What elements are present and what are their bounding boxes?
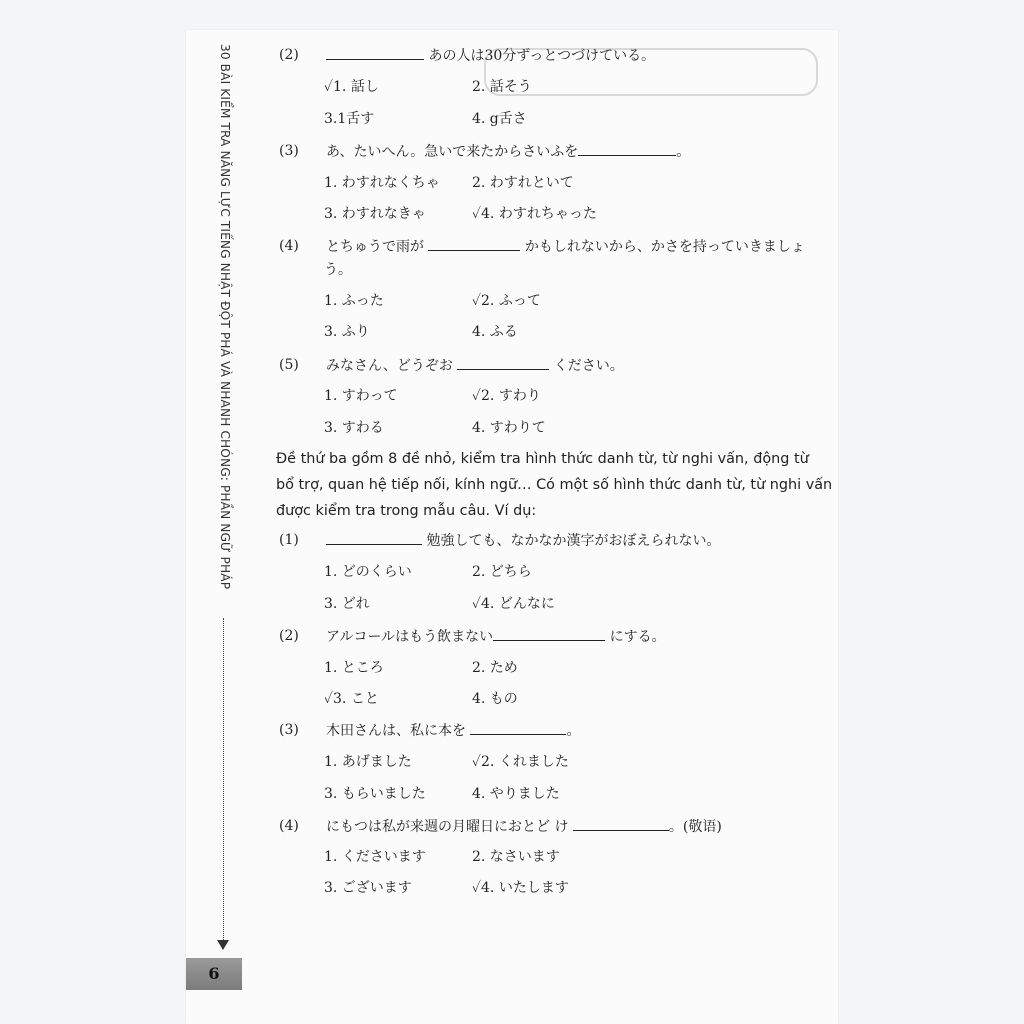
option-4: 4. すわりて (472, 420, 546, 436)
question-number: (3) (279, 722, 299, 738)
option-1: 1. くださいます (324, 849, 426, 865)
option-3: 3. ございます (324, 880, 412, 896)
question-text: 勉強しても、なかなか漢字がおぼえられない。 (326, 530, 720, 551)
question-text: みなさん、どうぞお ください。 (326, 355, 624, 376)
question-number: (1) (279, 532, 299, 548)
down-arrow-icon (217, 940, 229, 950)
question-text-cont: う。 (324, 262, 352, 278)
option-2: 2. どちら (472, 564, 532, 580)
option-4: 4. もの (472, 691, 518, 707)
side-dotted-line (223, 618, 224, 944)
option-4: 4. g舌さ (472, 111, 527, 127)
option-1: 1. すわって (324, 388, 398, 404)
question-number: (4) (279, 238, 299, 254)
question-text: アルコールはもう飲まない にする。 (326, 626, 666, 647)
question-text: あ、たいへん。急いで来たからさいふを 。 (326, 141, 690, 162)
question-number: (5) (279, 357, 299, 373)
question-number: (4) (279, 818, 299, 834)
question-number: (3) (279, 143, 299, 159)
option-2: ✓2. すわり (472, 388, 541, 404)
side-title-text: 30 BÀI KIỂM TRA NĂNG LỰC TIẾNG NHẬT ĐỘT PHÁ VÀ NHANH CHÓNG: PHẦN NGỮ PHÁP (218, 44, 232, 590)
question-text: とちゅうで雨が かもしれないから、かさを持っていきましょ (326, 236, 805, 257)
option-2: 2. 話そう (472, 79, 532, 95)
option-4: ✓4. いたします (472, 880, 569, 896)
option-3: 3.1舌す (324, 111, 375, 127)
question-text: 木田さんは、私に本を 。 (326, 720, 580, 741)
option-1: 1. あげました (324, 754, 412, 770)
option-3: 3. もらいました (324, 786, 426, 802)
option-2: ✓2. くれました (472, 754, 569, 770)
option-4: ✓4. どんなに (472, 596, 555, 612)
option-1: 1. ふった (324, 293, 384, 309)
option-1: ✓1. 話し (324, 79, 379, 95)
intro-paragraph (276, 446, 833, 524)
option-3: 3. どれ (324, 596, 370, 612)
option-3: 3. ふり (324, 324, 370, 340)
question-number: (2) (279, 47, 299, 63)
option-4: ✓4. わすれちゃった (472, 206, 597, 222)
option-3: ✓3. こと (324, 691, 379, 707)
paragraph-line: bổ trợ, quan hệ tiếp nối, kính ngữ… Có một số hình thức danh từ, từ nghi vấn (276, 477, 833, 493)
option-1: 1. わすれなくちゃ (324, 175, 440, 191)
option-1: 1. ところ (324, 660, 384, 676)
page-number-box (186, 958, 242, 990)
option-2: 2. なさいます (472, 849, 560, 865)
option-3: 3. わすれなきゃ (324, 206, 426, 222)
option-2: 2. ため (472, 660, 518, 676)
option-2: 2. わすれといて (472, 175, 574, 191)
option-1: 1. どのくらい (324, 564, 412, 580)
paragraph-line: Đề thứ ba gồm 8 đề nhỏ, kiểm tra hình thức danh từ, từ nghi vấn, động từ (276, 451, 809, 467)
option-4: 4. ふる (472, 324, 518, 340)
option-3: 3. すわる (324, 420, 384, 436)
page-number: 6 (208, 964, 220, 983)
paragraph-line: được kiểm tra trong mẫu câu. Ví dụ: (276, 503, 537, 519)
question-text: あの人は30分ずっとつづけている。 (326, 45, 655, 66)
side-title (205, 44, 245, 590)
question-text: にもつは私が来週の月曜日におとど け 。(敬语) (326, 816, 722, 837)
question-number: (2) (279, 628, 299, 644)
option-2: ✓2. ふって (472, 293, 541, 309)
option-4: 4. やりました (472, 786, 560, 802)
